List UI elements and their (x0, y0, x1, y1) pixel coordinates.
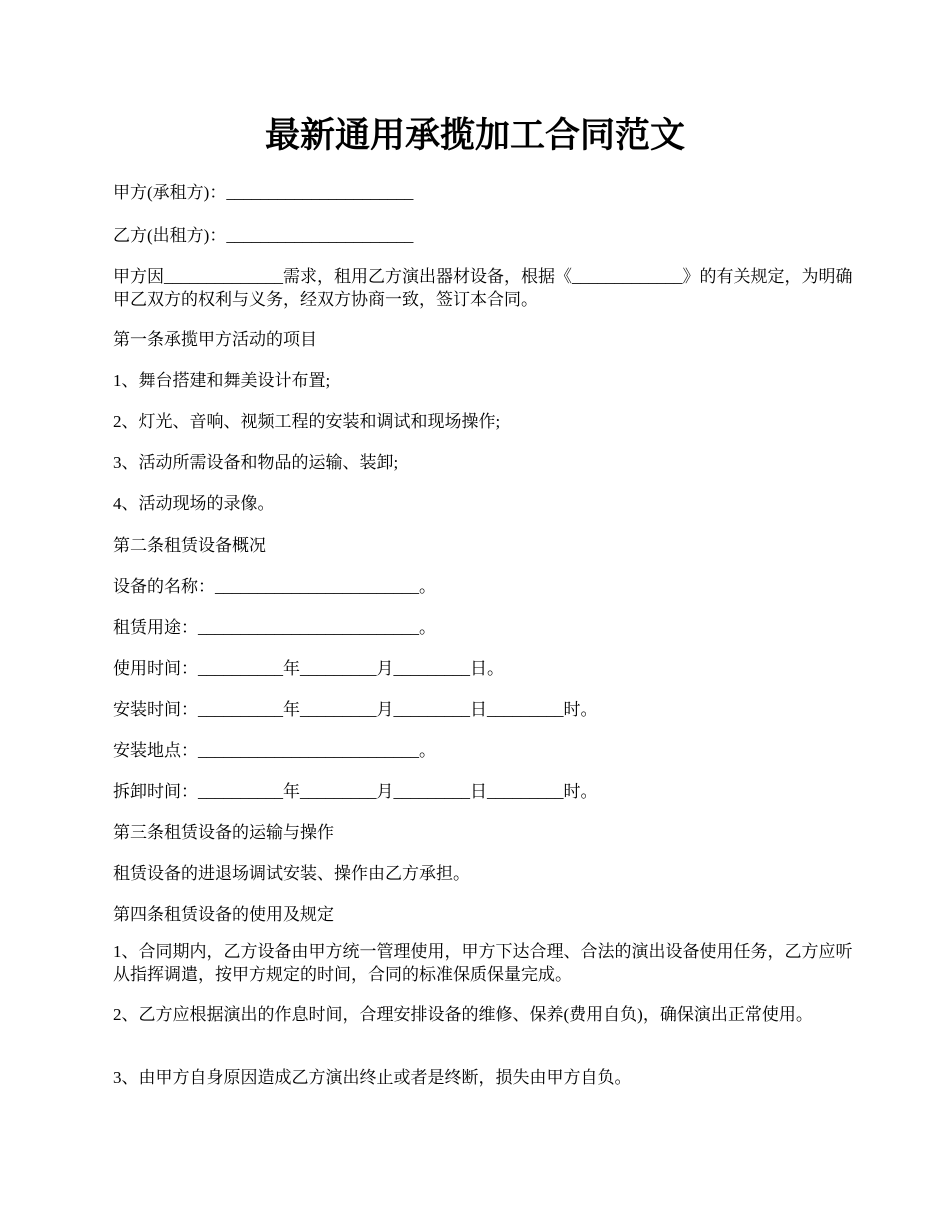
article-3-text: 租赁设备的进退场调试安装、操作由乙方承担。 (113, 864, 470, 883)
article-1-item-3: 3、活动所需设备和物品的运输、装卸; (113, 453, 399, 472)
article-4-item-1: 1、合同期内，乙方设备由甲方统一管理使用，甲方下达合理、合法的演出设备使用任务，乙方应听从指挥调遣，按甲方规定的时间，合同的标准保质保量完成。 (113, 942, 853, 984)
rental-purpose-line: 租赁用途：__________________________。 (113, 618, 436, 637)
article-1-item-2: 2、灯光、音响、视频工程的安装和调试和现场操作; (113, 412, 501, 431)
article-3-heading: 第三条租赁设备的运输与操作 (113, 823, 334, 842)
article-4-item-2: 2、乙方应根据演出的作息时间，合理安排设备的维修、保养(费用自负)，确保演出正常使用。 (113, 1005, 813, 1024)
install-time-line: 安装时间：__________年_________月_________日_________时。 (113, 700, 598, 719)
install-location-line: 安装地点：__________________________。 (113, 741, 436, 760)
document-title: 最新通用承揽加工合同范文 (264, 116, 685, 155)
article-1-item-4: 4、活动现场的录像。 (113, 494, 275, 513)
usage-time-line: 使用时间：__________年_________月_________日。 (113, 659, 504, 678)
article-1-heading: 第一条承揽甲方活动的项目 (113, 330, 317, 349)
party-b-line: 乙方(出租方)：______________________ (113, 226, 414, 245)
article-4-heading: 第四条租赁设备的使用及规定 (113, 905, 334, 924)
equipment-name-line: 设备的名称：________________________。 (113, 577, 436, 596)
dismantle-time-line: 拆卸时间：__________年_________月_________日_________时。 (113, 782, 598, 801)
article-1-item-1: 1、舞台搭建和舞美设计布置; (113, 371, 331, 390)
article-4-item-3: 3、由甲方自身原因造成乙方演出终止或者是终断，损失由甲方自负。 (113, 1068, 632, 1087)
preamble-paragraph: 甲方因______________需求，租用乙方演出器材设备，根据《_____________》的有关规定，为明确甲乙双方的权利与义务，经双方协商一致，签订本合同。 (113, 267, 853, 309)
article-2-heading: 第二条租赁设备概况 (113, 536, 266, 555)
party-a-line: 甲方(承租方)：______________________ (113, 183, 414, 202)
